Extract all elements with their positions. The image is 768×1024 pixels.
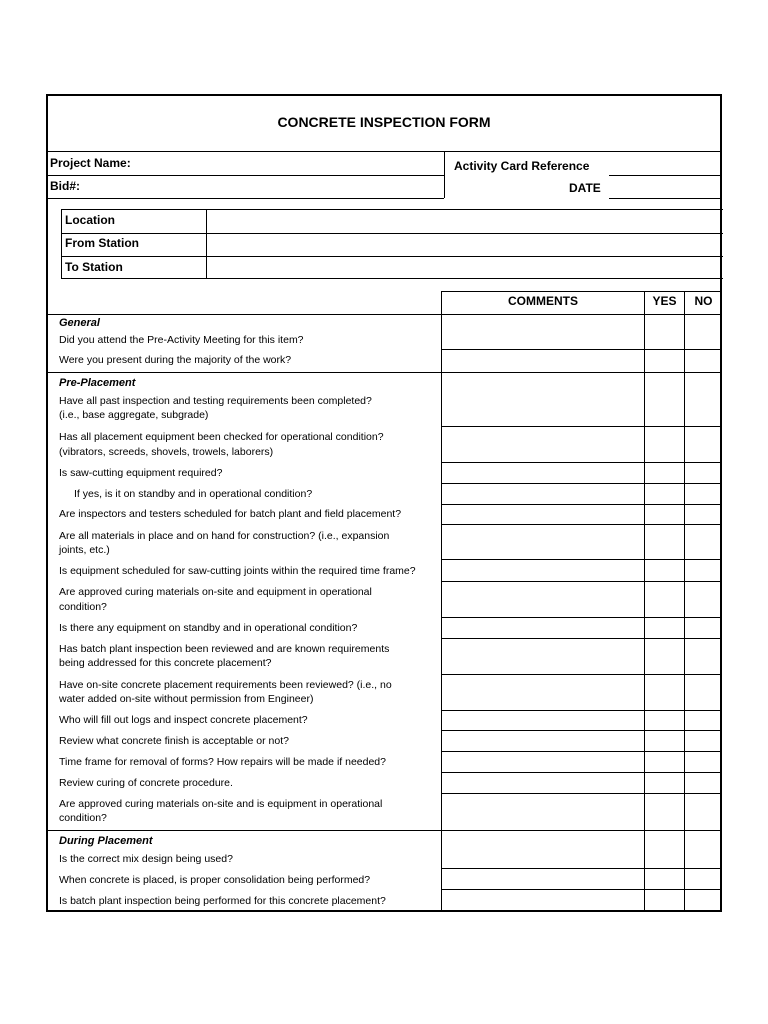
question-13b: water added on-site without permission from Engineer) — [59, 693, 314, 705]
to-station-label: To Station — [65, 260, 123, 274]
location-divider — [206, 209, 207, 279]
question-18a: Are approved curing materials on-site and is equipment in operational — [59, 798, 383, 810]
yes-header: YES — [652, 294, 677, 308]
question-17: Review curing of concrete procedure. — [59, 777, 233, 789]
form-title: CONCRETE INSPECTION FORM — [277, 114, 491, 130]
row-line — [441, 524, 722, 525]
question-5: Is saw-cutting equipment required? — [59, 467, 223, 479]
row-line — [441, 772, 722, 773]
row-line — [441, 638, 722, 639]
to-station-field[interactable] — [208, 257, 722, 278]
question-11: Is there any equipment on standby and in operational condition? — [59, 622, 358, 634]
columns-top-line — [441, 291, 722, 292]
project-box-bottom — [48, 198, 444, 199]
row-line — [441, 426, 722, 427]
header-divider — [48, 151, 722, 152]
date-field[interactable] — [609, 198, 722, 199]
question-9: Is equipment scheduled for saw-cutting joints within the required time frame? — [59, 565, 416, 577]
question-3b: (i.e., base aggregate, subgrade) — [59, 409, 209, 421]
question-4b: (vibrators, screeds, shovels, trowels, laborers) — [59, 446, 274, 458]
question-10a: Are approved curing materials on-site and equipment in operational — [59, 586, 372, 598]
question-12a: Has batch plant inspection been reviewed and are known requirements — [59, 643, 390, 655]
concrete-inspection-form — [46, 94, 722, 912]
question-8b: joints, etc.) — [59, 544, 110, 556]
activity-card-label: Activity Card Reference — [454, 159, 590, 173]
row-line — [441, 349, 722, 350]
row-line — [441, 830, 722, 831]
question-8a: Are all materials in place and on hand for construction? (i.e., expansion — [59, 530, 390, 542]
question-7: Are inspectors and testers scheduled for batch plant and field placement? — [59, 508, 402, 520]
row-line — [441, 372, 722, 373]
question-20: When concrete is placed, is proper consolidation being performed? — [59, 874, 371, 886]
row-line — [441, 889, 722, 890]
row-line — [441, 581, 722, 582]
row-line — [441, 462, 722, 463]
question-18b: condition? — [59, 812, 107, 824]
no-header: NO — [694, 294, 713, 308]
question-6: If yes, is it on standby and in operational condition? — [74, 488, 313, 500]
project-box-right-border — [444, 151, 445, 198]
row-line — [441, 730, 722, 731]
question-15: Review what concrete finish is acceptable or not? — [59, 735, 289, 747]
no-left-border — [684, 291, 685, 912]
row-line — [441, 793, 722, 794]
columns-header-bottom — [441, 314, 722, 315]
row-line — [441, 710, 722, 711]
activity-card-field[interactable] — [609, 175, 722, 176]
question-1: Did you attend the Pre-Activity Meeting for this item? — [59, 334, 304, 346]
row-line — [441, 674, 722, 675]
row-line — [441, 868, 722, 869]
general-section-top — [48, 314, 441, 315]
location-label: Location — [65, 213, 115, 227]
question-4a: Has all placement equipment been checked for operational condition? — [59, 431, 384, 443]
question-2: Were you present during the majority of the work? — [59, 354, 292, 366]
row-line — [441, 751, 722, 752]
question-14: Who will fill out logs and inspect concrete placement? — [59, 714, 308, 726]
section-pre-placement: Pre-Placement — [59, 377, 136, 389]
question-3a: Have all past inspection and testing requirements been completed? — [59, 395, 372, 407]
question-16: Time frame for removal of forms? How repairs will be made if needed? — [59, 756, 386, 768]
project-box-divider — [48, 175, 444, 176]
comments-left-border — [441, 291, 442, 912]
question-19: Is the correct mix design being used? — [59, 853, 233, 865]
row-line — [441, 559, 722, 560]
section-general: General — [59, 317, 100, 329]
location-field[interactable] — [208, 210, 722, 232]
question-21: Is batch plant inspection being performed for this concrete placement? — [59, 895, 386, 907]
row-line — [441, 617, 722, 618]
question-13a: Have on-site concrete placement requirements been reviewed? (i.e., no — [59, 679, 392, 691]
question-10b: condition? — [59, 601, 107, 613]
yes-left-border — [644, 291, 645, 912]
preplacement-section-top — [48, 372, 441, 373]
row-line — [441, 504, 722, 505]
date-label: DATE — [569, 181, 601, 195]
row-line — [441, 483, 722, 484]
from-station-label: From Station — [65, 236, 139, 250]
project-name-label: Project Name: — [50, 156, 131, 170]
bid-label: Bid#: — [50, 179, 80, 193]
during-placement-section-top — [48, 830, 441, 831]
comments-header: COMMENTS — [508, 294, 578, 308]
from-station-field[interactable] — [208, 234, 722, 255]
question-12b: being addressed for this concrete placement? — [59, 657, 272, 669]
section-during-placement: During Placement — [59, 835, 153, 847]
